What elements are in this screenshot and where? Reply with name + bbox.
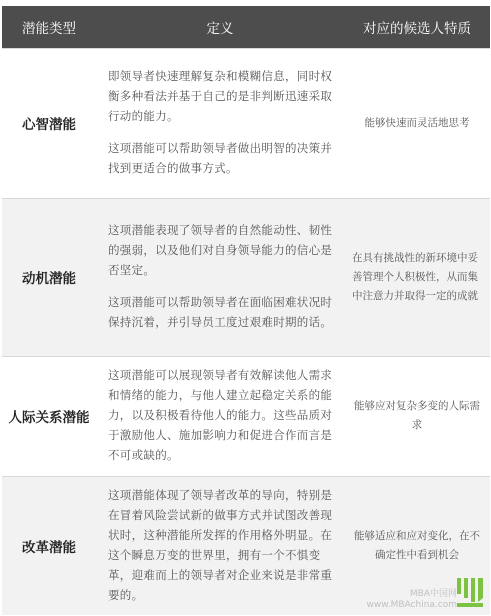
header-candidate-traits: 对应的候选人特质 [363, 20, 471, 37]
definition-paragraph: 这项潜能可以帮助领导者在面临困难状况时保持沉着，并引导员工度过艰难时期的话。 [108, 295, 333, 329]
header-row [2, 6, 490, 48]
row-type: 人际关系潜能 [2, 356, 96, 476]
definition-paragraph: 这项潜能可以展现领导者有效解读他人需求和情绪的能力，与他人建立起稳定关系的能力，以及积极看待他人的能力。这些品质对于激励他人、施加影响力和促进合作而言是不可或缺的。 [108, 368, 333, 462]
definition-paragraph: 这项潜能表现了领导者的自然能动性、韧性的强弱，以及他们对自身领导能力的信心是否坚定。 [108, 223, 333, 277]
definition-paragraph: 即领导者快速理解复杂和模糊信息，同时权衡多种看法并基于自己的是非判断迅速采取行动的能力。 [108, 69, 333, 123]
watermark [366, 574, 487, 614]
row-definition [96, 198, 344, 356]
table-row [2, 356, 490, 476]
header-potential-type: 潜能类型 [22, 20, 76, 37]
watermark-text [366, 589, 457, 611]
header-definition: 定义 [206, 20, 234, 37]
table-row [2, 198, 490, 356]
row-traits: 能够应对复杂多变的人际需求 [344, 356, 490, 476]
row-type: 心智潜能 [2, 48, 96, 198]
table-row [2, 48, 490, 198]
watermark-line1: MBA中国网 [409, 589, 457, 599]
definition-paragraph: 这项潜能可以帮助领导者做出明智的决策并找到更适合的做事方式。 [108, 141, 333, 175]
potential-table [2, 6, 490, 615]
row-traits: 在具有挑战性的新环境中妥善管理个人积极性，从而集中注意力并取得一定的成就 [344, 198, 490, 356]
row-definition [96, 476, 344, 615]
row-definition [96, 356, 344, 476]
row-definition [96, 48, 344, 198]
table-body [2, 48, 490, 615]
mbachina-logo-icon [455, 576, 485, 608]
row-type: 改革潜能 [2, 476, 96, 615]
definition-paragraph: 这项潜能体现了领导者改革的导向，特别是在冒着风险尝试新的做事方式并试图改善现状时，这种潜能所发挥的作用格外明显。在这个瞬息万变的世界里，拥有一个不惧变革，迎难而上的领导者对企业来说是非常重要的。 [108, 487, 333, 602]
row-traits: 能够适应和应对变化，在不确定性中看到机会 [344, 476, 490, 615]
row-type: 动机潜能 [2, 198, 96, 356]
watermark-line2: www.MBAchina.com [366, 600, 457, 610]
row-traits: 能够快速而灵活地思考 [344, 48, 490, 198]
table-header [2, 6, 490, 48]
